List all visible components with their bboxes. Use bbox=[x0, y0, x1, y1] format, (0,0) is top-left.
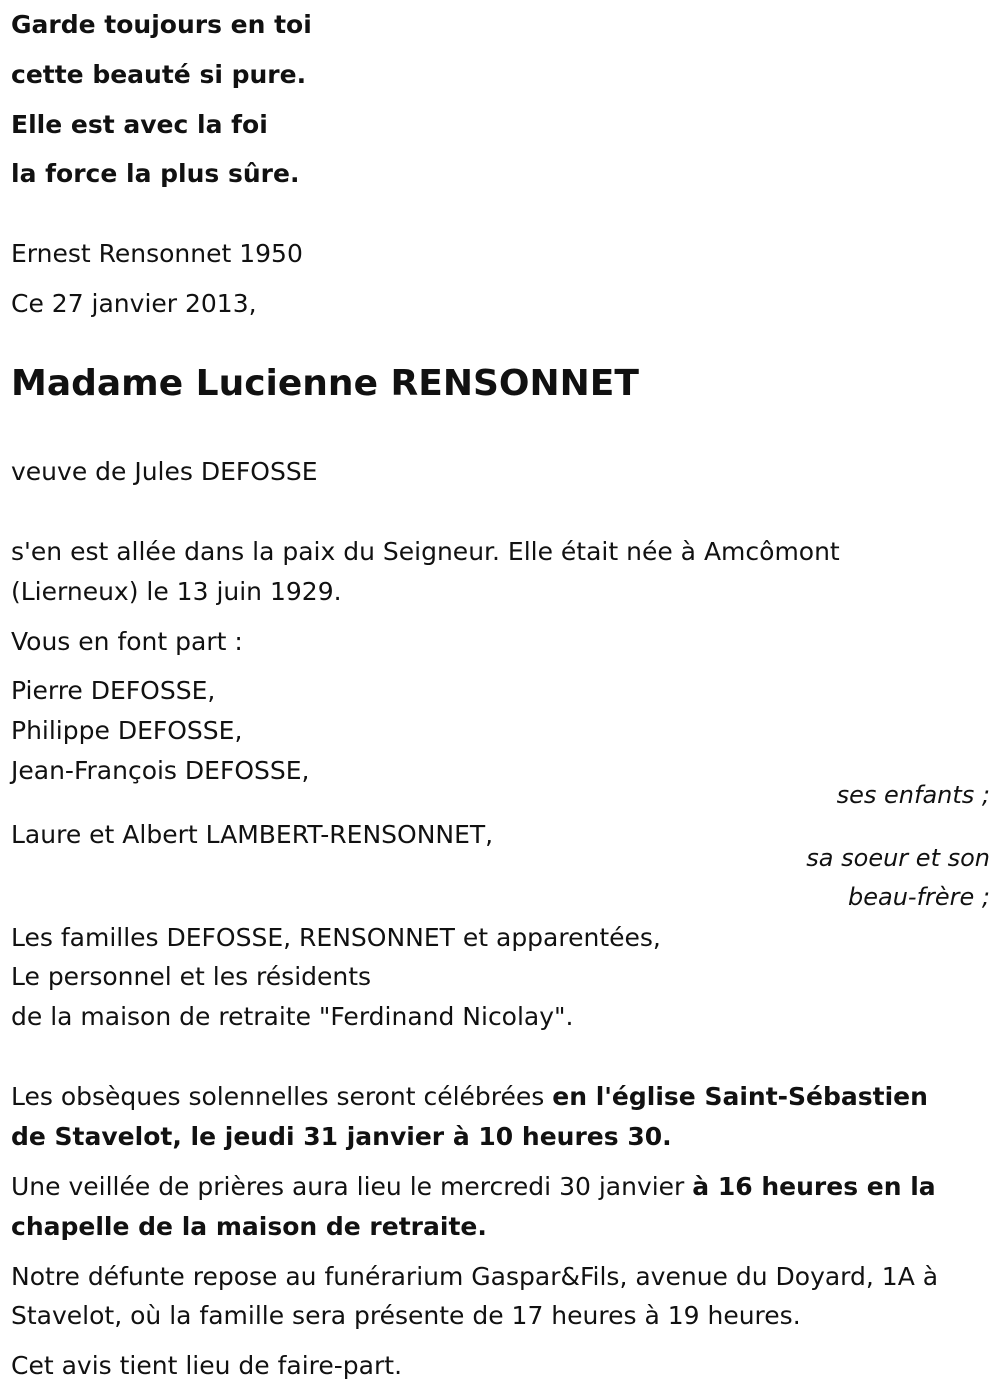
vigil-text: Une veillée de prières aura lieu le mercredi 30 janvier bbox=[11, 1172, 693, 1201]
vigil-line bbox=[11, 1174, 936, 1199]
funeral-text: Les obsèques solennelles seront célébrées bbox=[11, 1082, 553, 1111]
sister-role: sa soeur et son bbox=[806, 844, 990, 872]
funeral-location: en l'église Saint-Sébastien bbox=[552, 1082, 928, 1111]
poem-line: Garde toujours en toi bbox=[11, 10, 312, 39]
death-text-line: (Lierneux) le 13 juin 1929. bbox=[11, 577, 342, 606]
children-role: ses enfants ; bbox=[836, 781, 990, 809]
funeral-line bbox=[11, 1084, 928, 1109]
deceased-name: Madame Lucienne RENSONNET bbox=[11, 363, 639, 404]
death-text-line: s'en est allée dans la paix du Seigneur. Elle était née à Amcômont bbox=[11, 537, 840, 566]
closing-line: Cet avis tient lieu de faire-part. bbox=[11, 1351, 403, 1380]
family-line: Les familles DEFOSSE, RENSONNET et apparentées, bbox=[11, 923, 661, 952]
vigil-time: à 16 heures en la bbox=[692, 1172, 936, 1201]
family-line: de la maison de retraite "Ferdinand Nicolay". bbox=[11, 1002, 574, 1031]
rest-line: Stavelot, où la famille sera présente de 17 heures à 19 heures. bbox=[11, 1301, 801, 1330]
poem-line: la force la plus sûre. bbox=[11, 159, 300, 188]
poem-author: Ernest Rensonnet 1950 bbox=[11, 239, 303, 268]
child-name: Jean-François DEFOSSE, bbox=[11, 756, 310, 785]
family-line: Le personnel et les résidents bbox=[11, 962, 372, 991]
vigil-location: chapelle de la maison de retraite. bbox=[11, 1212, 487, 1241]
announce-intro: Vous en font part : bbox=[11, 627, 243, 656]
poem-line: cette beauté si pure. bbox=[11, 60, 307, 89]
funeral-datetime: de Stavelot, le jeudi 31 janvier à 10 heures 30. bbox=[11, 1122, 672, 1151]
rest-line: Notre défunte repose au funérarium Gaspar&Fils, avenue du Doyard, 1A à bbox=[11, 1262, 939, 1291]
sister-role: beau-frère ; bbox=[847, 883, 990, 911]
poem-line: Elle est avec la foi bbox=[11, 110, 268, 139]
child-name: Pierre DEFOSSE, bbox=[11, 676, 216, 705]
widow-of: veuve de Jules DEFOSSE bbox=[11, 457, 318, 486]
child-name: Philippe DEFOSSE, bbox=[11, 716, 243, 745]
sister-name: Laure et Albert LAMBERT-RENSONNET, bbox=[11, 820, 494, 849]
date-line: Ce 27 janvier 2013, bbox=[11, 289, 257, 318]
